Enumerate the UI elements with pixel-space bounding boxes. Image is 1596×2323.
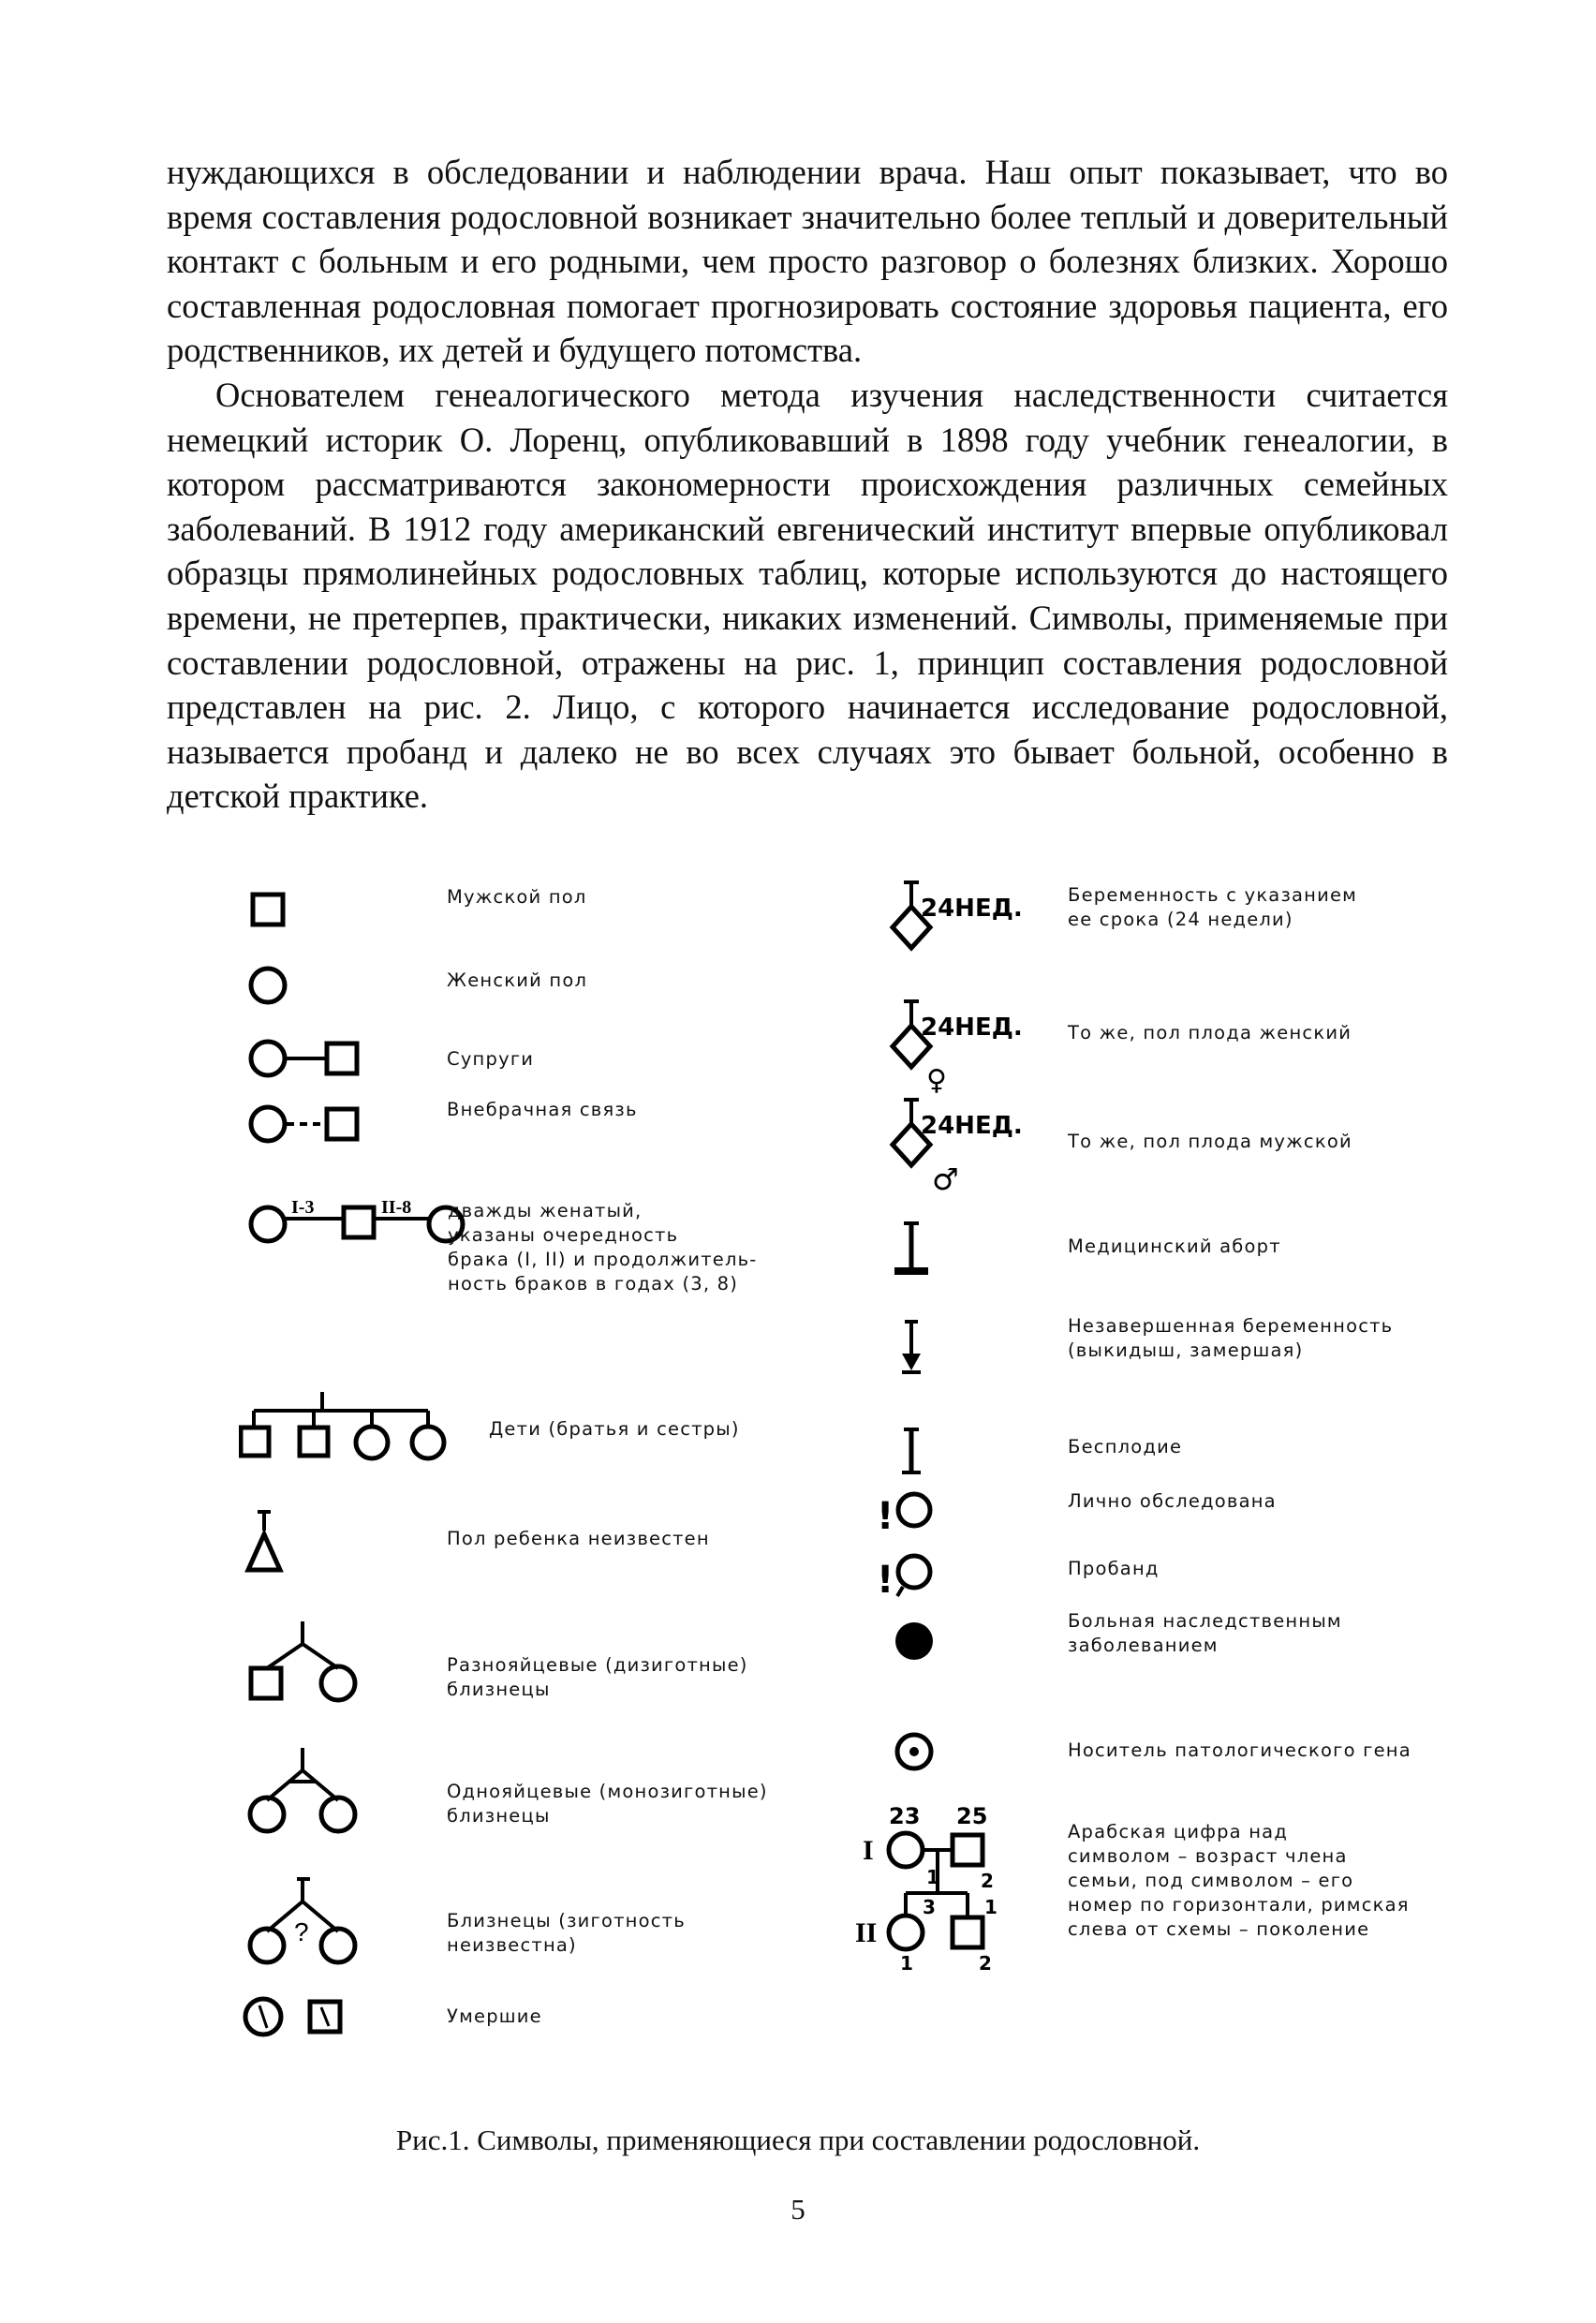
- label-female: Женский пол: [447, 969, 588, 991]
- label-infertile: Бесплодие: [1068, 1436, 1183, 1457]
- examined-icon: [871, 1482, 955, 1538]
- label-monozygotic-twins: Однояйцевые (монозиготные) близнецы: [447, 1781, 768, 1827]
- label-carrier: Носитель патологического гена: [1068, 1739, 1411, 1761]
- dizygotic-twins-icon: [239, 1616, 379, 1709]
- label-numbering: Арабская цифра над символом – возраст члена семьи, под символом – его номер по горизонтали, римская слева от схемы – поколение: [1068, 1821, 1410, 1940]
- label-married-twice: дважды женатый, указаны очередность брака (I, II) и продолжитель- ность браков в годах (3, 8): [448, 1200, 758, 1295]
- female-symbol-mark: ♀: [926, 1064, 947, 1097]
- paragraph-1: нуждающихся в обследовании и наблюдении врача. Наш опыт показывает, что во время составления родословной возникает значительно более теплый и доверительный контакт с больным и его родными, чем просто разговор о болезнях близких. Хорошо составленная родословная помогает прогнозировать состояние здоровья пациента, его родственников, их детей и будущего потомства.: [167, 153, 1448, 370]
- label-sex-unknown: Пол ребенка неизвестен: [447, 1528, 710, 1549]
- proband-mark: !: [877, 1559, 894, 1602]
- label-dizygotic-twins: Разнояйцевые (дизиготные) близнецы: [447, 1654, 748, 1700]
- child-age-1-mark: 3: [923, 1896, 936, 1918]
- label-deceased: Умершие: [447, 2005, 542, 2027]
- number-1-mark: 1: [926, 1866, 939, 1888]
- numbering-scheme-icon: [848, 1803, 1035, 1981]
- label-spouses: Супруги: [447, 1048, 535, 1070]
- male-square-icon: [239, 890, 295, 931]
- label-siblings: Дети (братья и сестры): [489, 1418, 740, 1440]
- age-right-mark: 25: [956, 1803, 988, 1829]
- label-twins-unknown: Близнецы (зиготность неизвестна): [447, 1910, 686, 1956]
- generation-1-mark: I: [863, 1835, 874, 1866]
- label-pregnancy-female: То же, пол плода женский: [1068, 1022, 1352, 1043]
- affected-filled-circle-icon: [871, 1613, 955, 1669]
- male-symbol-mark: ♂: [932, 1162, 959, 1195]
- extramarital-icon: [239, 1101, 407, 1147]
- pregnancy-female-icon: [885, 998, 1026, 1097]
- zygosity-unknown-mark: ?: [294, 1917, 309, 1946]
- pregnancy-icon: [885, 879, 1026, 969]
- child-number-2-mark: 2: [979, 1952, 992, 1975]
- pregnancy-male-term-mark: 24НЕД.: [921, 1112, 1023, 1140]
- sex-unknown-triangle-icon: [239, 1508, 295, 1583]
- siblings-icon: [239, 1386, 464, 1474]
- marriage-mark-2: II-8: [381, 1197, 412, 1218]
- carrier-icon: [871, 1724, 955, 1780]
- marriage-mark-1: I-3: [291, 1197, 315, 1218]
- spouses-icon: [239, 1035, 407, 1082]
- pregnancy-term-mark: 24НЕД.: [921, 895, 1023, 923]
- pregnancy-female-term-mark: 24НЕД.: [921, 1014, 1023, 1042]
- proband-icon: [871, 1546, 955, 1602]
- label-extramarital: Внебрачная связь: [447, 1099, 638, 1120]
- label-examined: Лично обследована: [1068, 1490, 1277, 1512]
- female-circle-icon: [239, 963, 295, 1010]
- label-pregnancy-male: То же, пол плода мужской: [1068, 1131, 1352, 1152]
- infertile-icon: [885, 1424, 951, 1484]
- label-proband: Пробанд: [1068, 1558, 1160, 1579]
- miscarriage-icon: [885, 1316, 951, 1382]
- deceased-icon: [239, 1990, 370, 2043]
- paragraph-2: Основателем генеалогического метода изучения наследственности считается немецкий историк О. Лоренц, опубликовавший в 1898 году учебник генеалогии, в котором рассматриваются закономерности происхождения различных семейных заболеваний. В 1912 году американский евгенический институт впервые опубликовал образцы прямолинейных родословных таблиц, которые используются до настоящего времени, не претерпев, практически, никаких изменений. Символы, применяемые при составлении родословной, отражены на рис. 1, принцип составления родословной представлен на рис. 2. Лицо, с которого начинается исследование родословной, называется пробанд и далеко не во всех случаях это бывает больной, особенно в детской практике.: [167, 375, 1448, 816]
- figure-caption: Рис.1. Символы, применяющиеся при составлении родословной.: [395, 2123, 1201, 2156]
- child-age-2-mark: 1: [984, 1896, 998, 1918]
- abortion-icon: [885, 1218, 951, 1283]
- label-pregnancy: Беременность с указанием ее срока (24 недели): [1068, 884, 1358, 930]
- label-miscarriage: Незавершенная беременность (выкидыш, замершая): [1068, 1315, 1394, 1361]
- age-left-mark: 23: [889, 1803, 921, 1829]
- twins-unknown-icon: [239, 1873, 379, 1967]
- label-affected: Больная наследственным заболеванием: [1068, 1610, 1342, 1656]
- monozygotic-twins-icon: [239, 1744, 379, 1838]
- pregnancy-male-icon: [885, 1096, 1026, 1195]
- examined-mark: !: [877, 1495, 894, 1538]
- number-2-mark: 2: [981, 1870, 994, 1892]
- child-number-1-mark: 1: [900, 1952, 913, 1975]
- label-male: Мужской пол: [447, 886, 587, 908]
- label-abortion: Медицинский аборт: [1068, 1235, 1281, 1257]
- generation-2-mark: II: [855, 1917, 878, 1948]
- page-number: 5: [791, 2193, 805, 2226]
